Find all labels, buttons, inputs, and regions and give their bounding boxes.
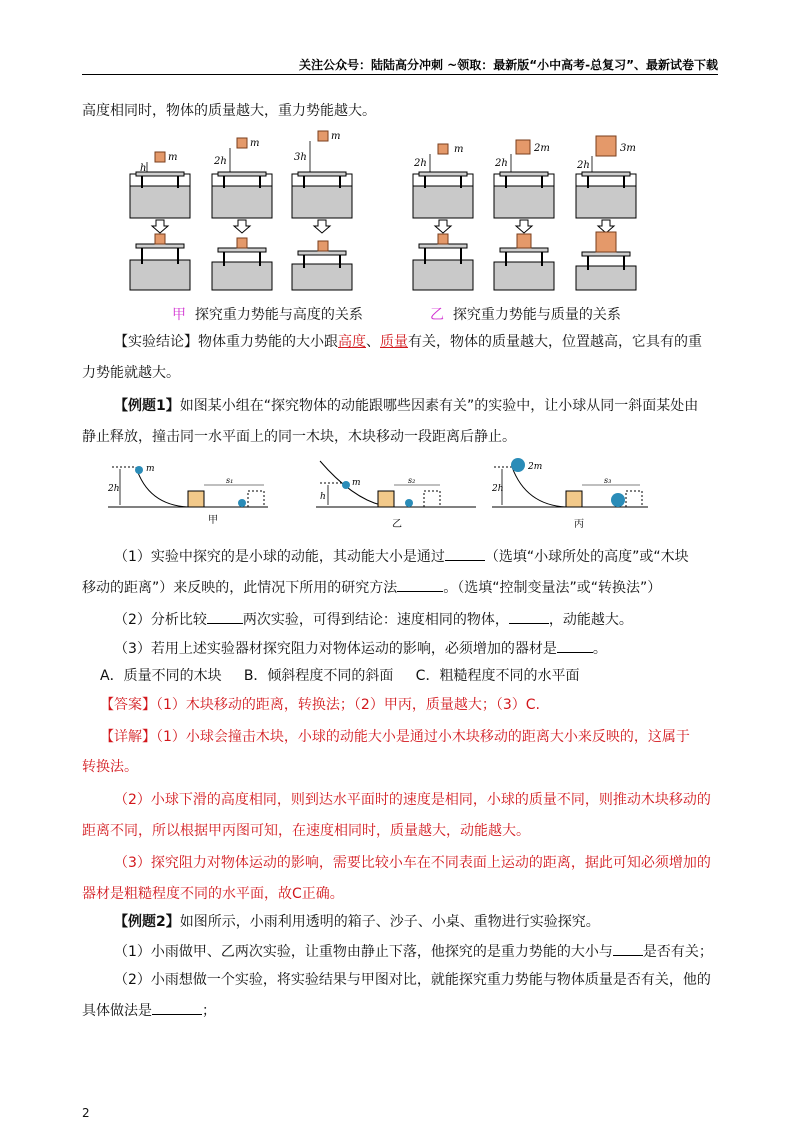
diagram-bing	[492, 458, 648, 507]
ke-label-m-2: m	[352, 478, 361, 488]
detail1-line2: 转换法。	[82, 759, 138, 775]
answer-line: 【答案】（1）木块移动的距离，转换法；（2）甲丙，质量越大；（3）C.	[100, 697, 540, 713]
q2-blank-1[interactable]	[207, 609, 243, 624]
container-top-3	[292, 131, 352, 218]
label-m-1: m	[168, 152, 178, 163]
ke-label-s2: s₂	[408, 476, 416, 485]
example2-label: 【例题2】	[114, 914, 180, 930]
conclusion-keyword-height: 高度	[338, 334, 366, 350]
q3-text-a: （3）若用上述实验器材探究阻力对物体运动的影响，必须增加的器材是	[114, 641, 557, 657]
label-m-4: m	[454, 144, 464, 155]
conclusion-line1	[114, 332, 722, 352]
q1-text-a: （1）实验中探究的是小球的动能，其动能大小是通过	[114, 549, 445, 565]
example1-label: 【例题1】	[114, 398, 180, 414]
q2-text-a: （2）分析比较	[114, 612, 207, 628]
ke-caption-jia: 甲	[208, 515, 218, 526]
ex2-q2-line2	[82, 1000, 722, 1021]
example1-line2: 静止释放，撞击同一水平面上的同一木块，木块移动一段距离后静止。	[82, 429, 516, 445]
conclusion-keyword-mass: 质量	[380, 334, 408, 350]
q1-line1	[114, 546, 722, 567]
q3-options: A．质量不同的木块 B．倾斜程度不同的斜面 C．粗糙程度不同的水平面	[100, 668, 580, 684]
header-rule	[82, 74, 718, 75]
ke-label-2m: 2m	[528, 462, 543, 472]
ex2-q2-text-b: 具体做法是	[82, 1003, 152, 1019]
ex2-q2-text-c: ；	[202, 1003, 216, 1019]
q1-blank-2[interactable]	[397, 577, 443, 592]
intro-line: 高度相同时，物体的质量越大，重力势能越大。	[82, 103, 376, 119]
page-header: 关注公众号：陆陆高分冲刺 ~领取：最新版“小中高考-总复习”、最新试卷下载	[299, 58, 718, 72]
page-number: 2	[82, 1106, 90, 1120]
conclusion-line2: 力势能就越大。	[82, 365, 180, 381]
label-h-1: h	[140, 163, 147, 174]
detail1-line1: 【详解】（1）小球会撞击木块，小球的动能大小是通过小木块移动的距离大小来反映的，这属于	[100, 729, 690, 745]
q2-text-c: ，动能越大。	[548, 612, 633, 628]
container-bottom-row	[130, 232, 636, 290]
ex2-q1-text-b: 是否有关；	[642, 944, 713, 960]
example1-text1: 如图某小组在“探究物体的动能跟哪些因素有关”的实验中，让小球从同一斜面某处由	[179, 398, 699, 414]
conclusion-label: 【实验结论】	[114, 334, 198, 350]
label-2h-2: 2h	[414, 158, 427, 169]
down-arrows	[152, 220, 614, 233]
caption-right-text: 探究重力势能与质量的关系	[452, 307, 621, 323]
figure-potential-energy	[120, 128, 680, 298]
conclusion-sep: 、	[366, 334, 380, 350]
label-2h-1: 2h	[214, 156, 227, 167]
q2-text-b: 两次实验，可得到结论：速度相同的物体，	[242, 612, 509, 628]
conclusion-post: 有关，物体的质量越大，位置越高，它具有的重	[408, 334, 702, 350]
q1-line2	[82, 577, 722, 598]
container-top-4	[413, 144, 473, 218]
conclusion-pre: 物体重力势能的大小跟	[198, 334, 338, 350]
q1-blank-1[interactable]	[445, 546, 485, 561]
ke-label-m-1: m	[146, 464, 155, 474]
label-2h-4: 2h	[577, 160, 590, 171]
caption-left-mark: 甲	[172, 307, 186, 323]
ke-caption-yi: 乙	[392, 519, 402, 530]
ke-label-s3: s₃	[604, 476, 612, 485]
ex2-q1-line	[114, 941, 722, 962]
container-top-2	[212, 138, 272, 218]
label-m-2: m	[250, 138, 260, 149]
label-2h-3: 2h	[495, 158, 508, 169]
caption-right	[430, 304, 621, 324]
example2-line1	[114, 912, 722, 932]
ex2-q2-line1: （2）小雨想做一个实验，将实验结果与甲图对比，就能探究重力势能与物体质量是否有关，他的	[114, 972, 711, 988]
detail2-line1: （2）小球下滑的高度相同，则到达水平面时的速度是相同，小球的质量不同，则推动木块移动的	[114, 792, 711, 808]
label-m-3: m	[331, 131, 341, 142]
q3-blank[interactable]	[557, 638, 593, 653]
label-3h: 3h	[294, 152, 307, 163]
ex2-q1-text-a: （1）小雨做甲、乙两次实验，让重物由静止下落，他探究的是重力势能的大小与	[114, 944, 613, 960]
ke-label-h: h	[320, 492, 326, 502]
example1-line1	[114, 396, 722, 416]
q3-line	[114, 638, 722, 659]
ex2-q2-blank[interactable]	[152, 1000, 202, 1015]
ke-caption-bing: 丙	[574, 519, 584, 530]
ke-label-s1: s₁	[226, 476, 234, 485]
caption-right-mark: 乙	[430, 307, 444, 323]
example2-text1: 如图所示，小雨利用透明的箱子、沙子、小桌、重物进行实验探究。	[179, 914, 600, 930]
diagram-yi	[316, 461, 476, 507]
ex2-q1-blank[interactable]	[613, 941, 643, 956]
container-top-1	[130, 152, 190, 218]
detail3-line2: 器材是粗糙程度不同的水平面，故C正确。	[82, 886, 344, 902]
q1-text-b: （选填“小球所处的高度”或“木块	[484, 549, 689, 565]
diagram-jia	[108, 466, 268, 507]
label-2m: 2m	[534, 143, 550, 154]
label-3m: 3m	[620, 143, 636, 154]
ke-label-2h-2: 2h	[492, 484, 504, 494]
q1-text-d: 。（选填“控制变量法”或“转换法”）	[443, 580, 662, 596]
q3-text-b: 。	[592, 641, 607, 657]
q2-blank-2[interactable]	[509, 609, 549, 624]
detail2-line2: 距离不同，所以根据甲丙图可知，在速度相同时，质量越大，动能越大。	[82, 823, 530, 839]
caption-left	[172, 304, 363, 324]
ke-label-2h-1: 2h	[108, 484, 120, 494]
figure-kinetic-energy	[108, 455, 668, 533]
detail3-line1: （3）探究阻力对物体运动的影响，需要比较小车在不同表面上运动的距离，据此可知必须增加的	[114, 855, 711, 871]
q1-text-c: 移动的距离”）来反映的，此情况下所用的研究方法	[82, 580, 398, 596]
caption-left-text: 探究重力势能与高度的关系	[194, 307, 363, 323]
q2-line	[114, 609, 722, 630]
